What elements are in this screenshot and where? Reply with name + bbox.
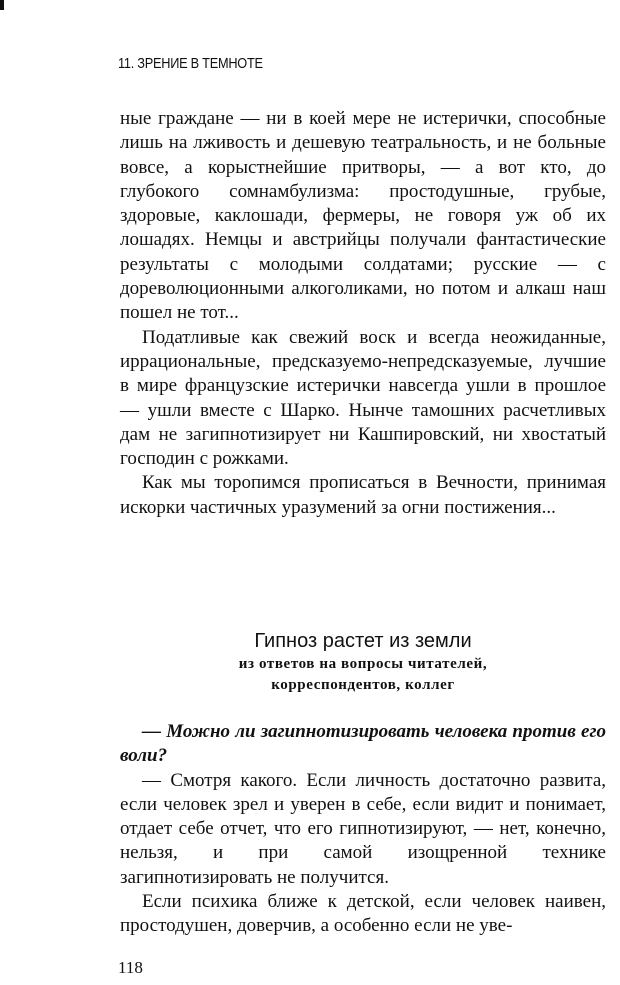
text-block-bottom — [120, 720, 606, 939]
scan-edge-mark — [0, 0, 4, 10]
question-paragraph: — Можно ли загипнотизировать человека против его воли? — [120, 721, 606, 767]
paragraph: Как мы торопимся прописаться в Вечности, принимая искорки частичных уразумений за огни постижения... — [120, 472, 606, 518]
section-subtitle-line1: из ответов на вопросы читателей, — [238, 656, 488, 672]
section-title: Гипноз растет из земли — [254, 630, 472, 652]
paragraph: ные граждане — ни в коей мере не истерички, способные лишь на лживость и дешевую театральность, и не больные вовсе, а корыстнейшие притворы, — а вот кто, до глубокого сомнамбулизма: простодушные, грубые, здоровые, каклошади, фермеры, не говоря уж об их лошадях. Немцы и австрийцы получали фантастические результаты с молодыми солдатами; русские — с дореволюционными алкоголиками, но потом и алкаш наш пошел не тот... — [120, 108, 606, 324]
running-head: 11. ЗРЕНИЕ В ТЕМНОТЕ — [118, 55, 263, 72]
page-number: 118 — [118, 958, 143, 977]
paragraph: Податливые как свежий воск и всегда неожиданные, иррациональные, предсказуемо-непредсказуемые, лучшие в мире французские истерички навсегда ушли в прошлое — ушли вместе с Шарко. Нынче тамошних расчетливых дам не загипнотизирует ни Кашпировский, ни хвостатый господин с рожками. — [120, 326, 606, 470]
paragraph: — Смотря какого. Если личность достаточно развита, если человек зрел и уверен в себе, если видит и понимает, отдает себе отчет, что его гипнотизируют, — нет, конечно, нельзя, и при самой изощренной технике загипнотизировать не получится. — [120, 769, 606, 888]
text-block-top — [120, 107, 606, 520]
paragraph: Если психика ближе к детской, если человек наивен, простодушен, доверчив, а особенно если не уве- — [120, 891, 606, 937]
section-heading — [120, 628, 606, 696]
section-subtitle-line2: корреспондентов, коллег — [271, 677, 455, 693]
